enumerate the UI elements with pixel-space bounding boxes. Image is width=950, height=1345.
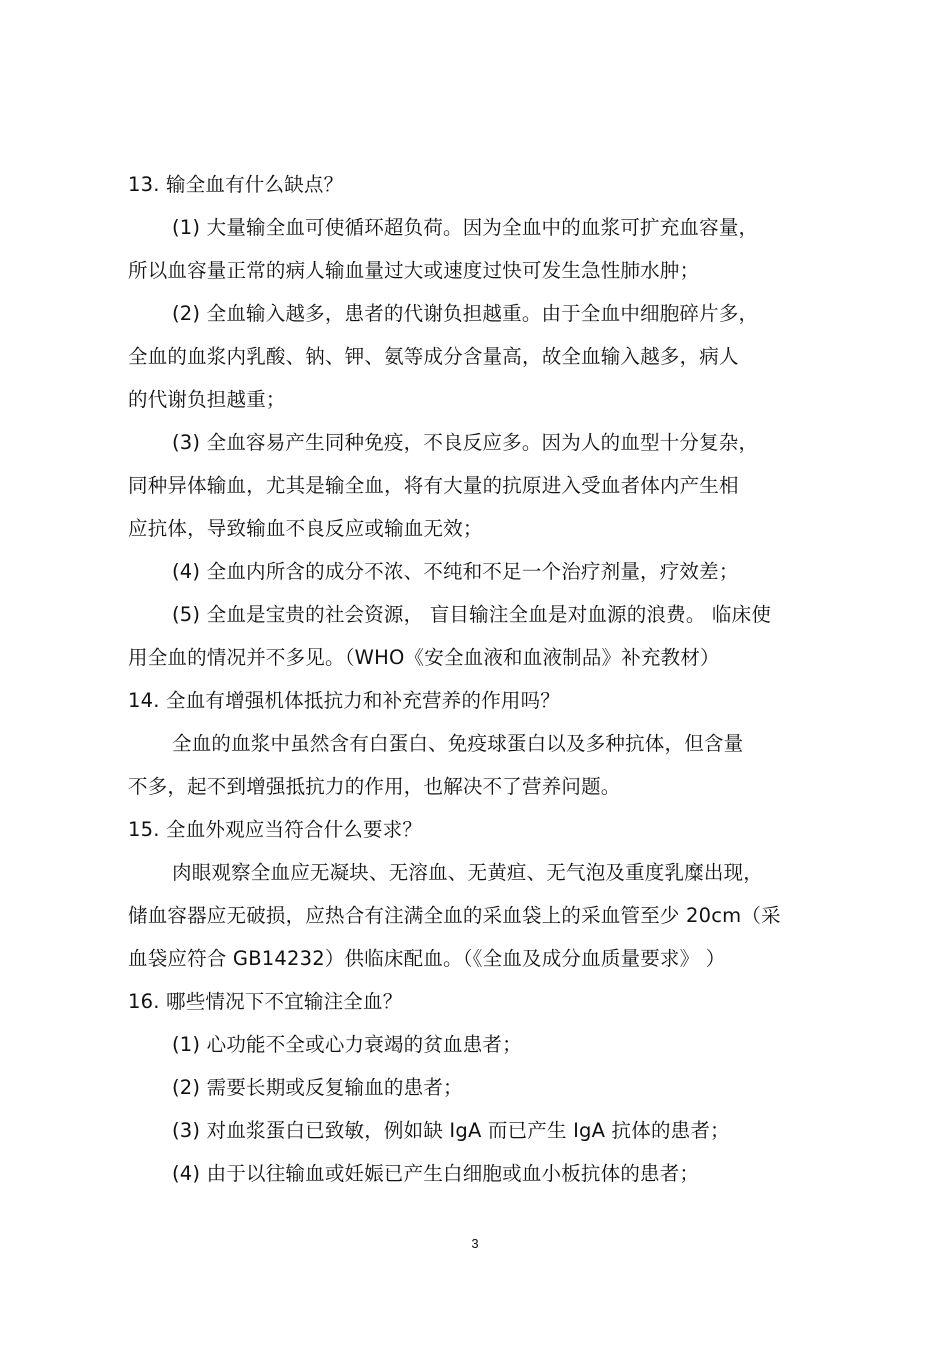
paragraph-line: 不多，起不到增强抵抗力的作用，也解决不了营养问题。 [128,775,621,798]
paragraph-line: (1) 大量输全血可使循环超负荷。因为全血中的血浆可扩充血容量， [172,216,759,239]
list-item: (3) 对血浆蛋白已致敏，例如缺 IgA 而已产生 IgA 抗体的患者； [172,1119,730,1142]
list-item: (2) 需要长期或反复输血的患者； [172,1076,463,1099]
paragraph-line: 全血的血浆内乳酸、钠、钾、氨等成分含量高，故全血输入越多，病人 [128,345,739,368]
paragraph-line: 用全血的情况并不多见。（WHO《安全血液和血液制品》补充教材） [128,646,720,669]
page-number: 3 [471,1236,479,1251]
paragraph-line: 肉眼观察全血应无凝块、无溶血、无黄疸、无气泡及重度乳糜出现， [172,861,764,884]
paragraph-line: 应抗体，导致输血不良反应或输血无效； [128,517,483,540]
paragraph-line: 同种异体输血，尤其是输全血，将有大量的抗原进入受血者体内产生相 [128,474,739,497]
question-15-heading: 15. 全血外观应当符合什么要求？ [128,818,423,841]
list-item: (1) 心功能不全或心力衰竭的贫血患者； [172,1033,522,1056]
question-16-heading: 16. 哪些情况下不宜输注全血？ [128,990,403,1013]
paragraph-line: 的代谢负担越重； [128,388,286,411]
question-14-heading: 14. 全血有增强机体抵抗力和补充营养的作用吗？ [128,689,561,712]
paragraph-line: 所以血容量正常的病人输血量过大或速度过快可发生急性肺水肿； [128,259,700,282]
paragraph-line: 储血容器应无破损，应热合有注满全血的采血袋上的采血管至少 20cm（采 [128,904,781,927]
paragraph-line: (2) 全血输入越多，患者的代谢负担越重。由于全血中细胞碎片多， [172,302,759,325]
list-item: (4) 由于以往输血或妊娠已产生白细胞或血小板抗体的患者； [172,1162,700,1185]
paragraph-line: (4) 全血内所含的成分不浓、不纯和不足一个治疗剂量，疗效差； [172,560,739,583]
paragraph-line: (3) 全血容易产生同种免疫，不良反应多。因为人的血型十分复杂， [172,431,759,454]
paragraph-line: 血袋应符合 GB14232）供临床配血。（《全血及成分血质量要求》 ） [128,947,726,970]
paragraph-line: (5) 全血是宝贵的社会资源， 盲目输注全血是对血源的浪费。 临床使 [172,603,772,626]
paragraph-line: 全血的血浆中虽然含有白蛋白、免疫球蛋白以及多种抗体，但含量 [172,732,744,755]
question-13-heading: 13. 输全血有什么缺点？ [128,173,344,196]
